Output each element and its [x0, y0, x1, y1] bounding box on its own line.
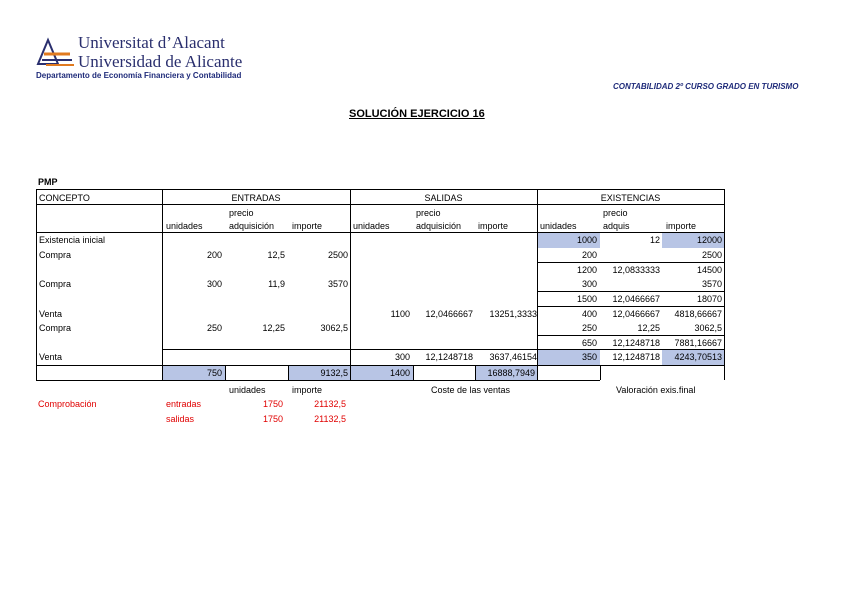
- row-concepto: Existencia inicial: [39, 235, 106, 245]
- row-value-x_u: 250: [581, 323, 597, 333]
- row-value-x_u: 1000: [576, 235, 597, 245]
- row-value-x_u: 350: [581, 352, 597, 362]
- row-value-e_u: 200: [206, 250, 222, 260]
- subheader-label: adquis: [603, 221, 630, 231]
- subheader-label: precio: [229, 208, 254, 218]
- table-rule: [600, 365, 601, 380]
- header-salidas: SALIDAS: [424, 193, 463, 203]
- row-value-e_u: 250: [206, 323, 222, 333]
- row-value-e_p: 12,25: [262, 323, 285, 333]
- row-concepto: Compra: [39, 279, 72, 289]
- table-rule: [724, 365, 725, 380]
- university-name-ca: Universitat d’Alacant: [78, 33, 225, 52]
- comprobacion-label: Comprobación: [38, 399, 97, 409]
- row-value-s_p: 12,0466667: [425, 309, 473, 319]
- table-rule: [162, 189, 163, 380]
- row-value-x_u: 1200: [576, 265, 597, 275]
- row-value-x_i: 3570: [701, 279, 722, 289]
- row-concepto: Compra: [39, 323, 72, 333]
- row-value-x_p: 12: [649, 235, 660, 245]
- row-value-e_i: 3062,5: [320, 323, 348, 333]
- table-rule: [413, 365, 414, 380]
- comprobacion-salidas-label: salidas: [166, 414, 195, 424]
- subheader-label: importe: [666, 221, 697, 231]
- row-value-e_p: 11,9: [268, 279, 285, 289]
- table-rule: [724, 189, 725, 380]
- table-rule: [162, 365, 163, 380]
- row-value-x_p: 12,1248718: [612, 338, 660, 348]
- row-value-s_u: 1100: [390, 309, 410, 319]
- method-label: PMP: [38, 177, 58, 187]
- subheader-label: unidades: [540, 221, 577, 231]
- row-value-x_u: 1500: [576, 294, 597, 304]
- comprobacion-salidas-unidades: 1750: [262, 414, 283, 424]
- row-value-x_p: 12,1248718: [612, 352, 660, 362]
- subheader-label: precio: [603, 208, 628, 218]
- table-rule: [36, 189, 37, 380]
- subheader-label: precio: [416, 208, 441, 218]
- row-value-s_p: 12,1248718: [425, 352, 473, 362]
- subheader-label: adquisición: [416, 221, 462, 231]
- subheader-label: importe: [292, 221, 323, 231]
- footer-coste-ventas: Coste de las ventas: [431, 385, 511, 395]
- department-name: Departamento de Economía Financiera y Contabilidad: [36, 71, 242, 80]
- header-concepto: CONCEPTO: [39, 193, 90, 203]
- row-value-x_i: 7881,16667: [674, 338, 722, 348]
- footer-importe: importe: [292, 385, 323, 395]
- table-rule: [36, 189, 724, 190]
- row-value-x_u: 650: [581, 338, 597, 348]
- row-value-x_i: 4243,70513: [674, 352, 722, 362]
- table-rule: [36, 380, 600, 381]
- row-value-e_i: 3570: [327, 279, 348, 289]
- row-value-s_u: 300: [394, 352, 410, 362]
- total-entradas-unidades: 750: [206, 368, 222, 378]
- row-value-x_i: 14500: [696, 265, 722, 275]
- total-salidas-unidades: 1400: [389, 368, 410, 378]
- comprobacion-salidas-importe: 21132,5: [314, 414, 346, 424]
- subheader-label: unidades: [166, 221, 203, 231]
- comprobacion-entradas-label: entradas: [166, 399, 202, 409]
- row-value-e_i: 2500: [327, 250, 348, 260]
- row-value-e_u: 300: [206, 279, 222, 289]
- comprobacion-entradas-importe: 21132,5: [314, 399, 346, 409]
- row-value-x_u: 300: [581, 279, 597, 289]
- table-rule: [537, 365, 538, 380]
- row-value-x_i: 4818,66667: [674, 309, 722, 319]
- row-value-x_p: 12,0466667: [612, 309, 660, 319]
- header-entradas: ENTRADAS: [231, 193, 281, 203]
- row-value-x_u: 200: [581, 250, 597, 260]
- row-value-x_i: 12000: [696, 235, 722, 245]
- table-rule: [475, 365, 476, 380]
- page-title: SOLUCIÓN EJERCICIO 16: [349, 108, 485, 120]
- table-rule: [350, 365, 351, 380]
- row-value-x_i: 2500: [701, 250, 722, 260]
- row-value-s_i: 13251,3333: [489, 309, 537, 319]
- row-concepto: Venta: [39, 352, 63, 362]
- total-entradas-importe: 9132,5: [320, 368, 348, 378]
- table-rule: [288, 365, 289, 380]
- row-value-e_p: 12,5: [267, 250, 285, 260]
- subheader-label: unidades: [353, 221, 390, 231]
- row-value-x_u: 400: [581, 309, 597, 319]
- row-concepto: Venta: [39, 309, 63, 319]
- row-value-s_i: 3637,46154: [489, 352, 537, 362]
- table-rule: [350, 189, 351, 380]
- comprobacion-entradas-unidades: 1750: [262, 399, 283, 409]
- row-concepto: Compra: [39, 250, 72, 260]
- subheader-label: importe: [478, 221, 509, 231]
- footer-unidades: unidades: [229, 385, 266, 395]
- course-title: CONTABILIDAD 2º CURSO GRADO EN TURISMO: [613, 82, 799, 91]
- university-name-es: Universidad de Alicante: [78, 52, 243, 71]
- row-value-x_i: 3062,5: [694, 323, 722, 333]
- footer-valoracion: Valoración exis.final: [616, 385, 696, 395]
- row-value-x_p: 12,0833333: [612, 265, 660, 275]
- row-value-x_p: 12,0466667: [612, 294, 660, 304]
- table-rule: [537, 189, 538, 380]
- total-salidas-importe: 16888,7949: [487, 368, 535, 378]
- row-value-x_i: 18070: [696, 294, 722, 304]
- row-value-x_p: 12,25: [637, 323, 660, 333]
- subheader-label: adquisición: [229, 221, 275, 231]
- table-rule: [225, 365, 226, 380]
- header-existencias: EXISTENCIAS: [600, 193, 661, 203]
- university-logo-icon: [36, 36, 76, 68]
